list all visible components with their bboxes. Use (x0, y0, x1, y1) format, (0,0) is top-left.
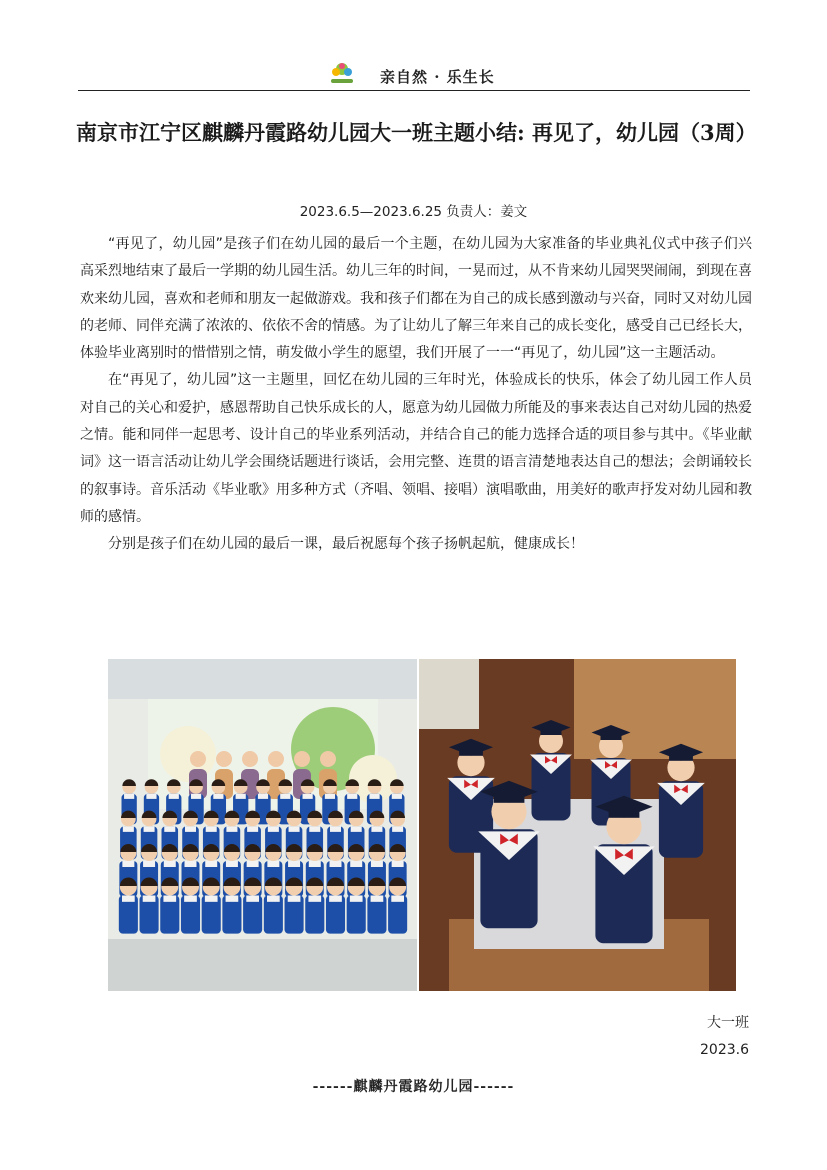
signature-class: 大一班 (707, 1015, 749, 1031)
graduation-gowns-photo (419, 659, 736, 991)
paragraph-2: 在“再见了，幼儿园”这一主题里，回忆在幼儿园的三年时光，体验成长的快乐，体会了幼儿园工作人员对自己的关心和爱护，感恩帮助自己快乐成长的人，愿意为幼儿园做力所能及的事来表达自己对幼儿园的热爱之情。能和同伴一起思考、设计自己的毕业系列活动，并结合自己的能力选择合适的项目参与其中。《毕业献词》这一语言活动让幼儿学会围绕话题进行谈话，会用完整、连贯的语言清楚地表达自己的想法；会朗诵较长的叙事诗。音乐活动《毕业歌》用多种方式（齐唱、领唱、接唱）演唱歌曲，用美好的歌声抒发对幼儿园和教师的感情。 (80, 372, 752, 525)
document-body (80, 231, 752, 559)
signature-date: 2023.6 (700, 1042, 749, 1058)
paragraph-3: 分别是孩子们在幼儿园的最后一课，最后祝愿每个孩子扬帆起航，健康成长！ (108, 536, 584, 553)
page-footer: ------麒麟丹霞路幼儿园------ (312, 1079, 515, 1095)
graduation-class-photo (108, 659, 417, 991)
kindergarten-logo (328, 60, 356, 86)
header-motto: 亲自然 · 乐生长 (380, 68, 495, 86)
page-header (78, 58, 750, 91)
document-subtitle: 2023.6.5—2023.6.25 负责人：姜文 (299, 204, 528, 220)
photo-row (108, 659, 736, 991)
paragraph-1: “再见了，幼儿园”是孩子们在幼儿园的最后一个主题，在幼儿园为大家准备的毕业典礼仪式中孩子们兴高采烈地结束了最后一学期的幼儿园生活。幼儿三年的时间，一晃而过，从不肯来幼儿园哭哭闹闹，到现在喜欢来幼儿园，喜欢和老师和朋友一起做游戏。我和孩子们都在为自己的成长感到激动与兴奋，同时又对幼儿园的老师、同伴充满了浓浓的、依依不舍的情感。为了让幼儿了解三年来自己的成长变化，感受自己已经长大，体验毕业离别时的惜惜别之情，萌发做小学生的愿望，我们开展了一一“再见了，幼儿园”这一主题活动。 (80, 236, 752, 362)
document-title: 南京市江宁区麒麟丹霞路幼儿园大一班主题小结: 再见了，幼儿园（3周） (76, 120, 757, 145)
